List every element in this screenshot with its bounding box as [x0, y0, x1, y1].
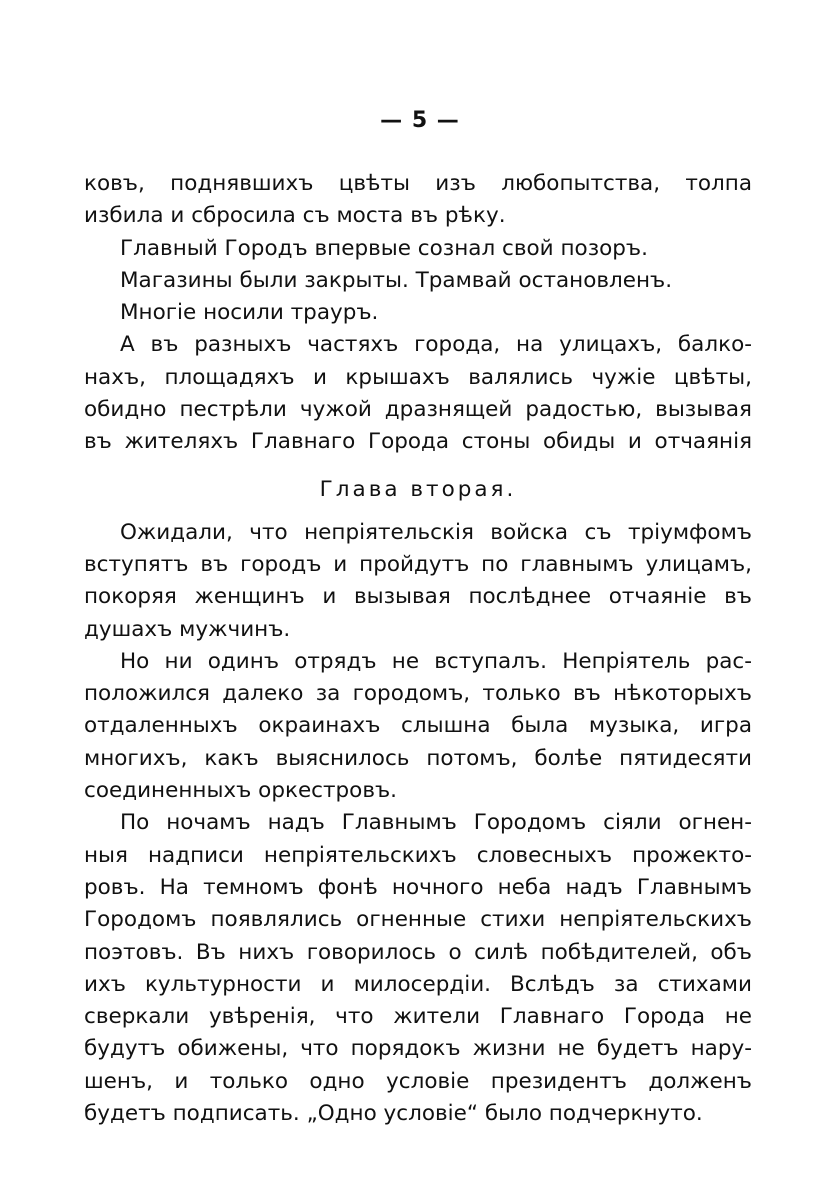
text-line: будетъ подписать. „Одно условіе“ было подчеркнуто. — [84, 1101, 703, 1127]
text-line: По ночамъ надъ Главнымъ Городомъ сіяли огнен- — [120, 810, 752, 836]
text-line: вступятъ въ городъ и пройдутъ по главнымъ улицамъ, — [84, 551, 752, 577]
chapter-heading: Глава вторая. — [319, 476, 517, 502]
text-line: нахъ, площадяхъ и крышахъ валялись чужіе цвѣты, — [84, 364, 752, 390]
text-line: Ожидали, что непріятельскія войска съ тріумфомъ — [120, 519, 752, 545]
page-text — [84, 168, 752, 1130]
text-line: соединенныхъ оркестровъ. — [84, 778, 398, 804]
page-number: — 5 — — [380, 108, 460, 133]
text-line: Городомъ появлялись огненные стихи непріятельскихъ — [84, 907, 752, 933]
text-line: шенъ, и только одно условіе президентъ долженъ — [84, 1068, 752, 1094]
text-line: положился далеко за городомъ, только въ нѣкоторыхъ — [84, 681, 752, 707]
text-line: А въ разныхъ частяхъ города, на улицахъ, балко- — [120, 332, 752, 358]
text-line: многихъ, какъ выяснилось потомъ, болѣе пятидесяти — [84, 745, 752, 771]
text-line: будутъ обижены, что порядокъ жизни не будетъ нару- — [84, 1036, 752, 1062]
text-line: Магазины были закрыты. Трамвай остановленъ. — [120, 267, 673, 293]
text-line: ровъ. На темномъ фонѣ ночного неба надъ Главнымъ — [84, 874, 752, 900]
text-line: поэтовъ. Въ нихъ говорилось о силѣ побѣдителей, объ — [84, 939, 752, 965]
text-line: ныя надписи непріятельскихъ словесныхъ прожекто- — [84, 842, 752, 868]
text-line: Главный Городъ впервые сознал свой позоръ. — [120, 235, 648, 261]
text-line: отдаленныхъ окраинахъ слышна была музыка, игра — [84, 713, 752, 739]
text-line: ихъ культурности и милосердіи. Вслѣдъ за стихами — [84, 971, 752, 997]
text-line: Многіе носили трауръ. — [120, 300, 379, 326]
text-line: ковъ, поднявшихъ цвѣты изъ любопытства, толпа — [84, 171, 752, 196]
text-line: сверкали увѣренія, что жители Главнаго Города не — [84, 1004, 752, 1030]
text-line: покоряя женщинъ и вызывая послѣднее отчаяніе въ — [84, 584, 752, 610]
text-line: душахъ мужчинъ. — [84, 616, 291, 642]
text-line: въ жителяхъ Главнаго Города стоны обиды и отчаянія — [84, 429, 752, 455]
text-line: обидно пестрѣли чужой дразнящей радостью, вызывая — [84, 397, 752, 423]
text-line: Но ни одинъ отрядъ не вступалъ. Непріятель рас- — [120, 648, 752, 674]
text-line: избила и сбросила съ моста въ рѣку. — [84, 203, 506, 229]
